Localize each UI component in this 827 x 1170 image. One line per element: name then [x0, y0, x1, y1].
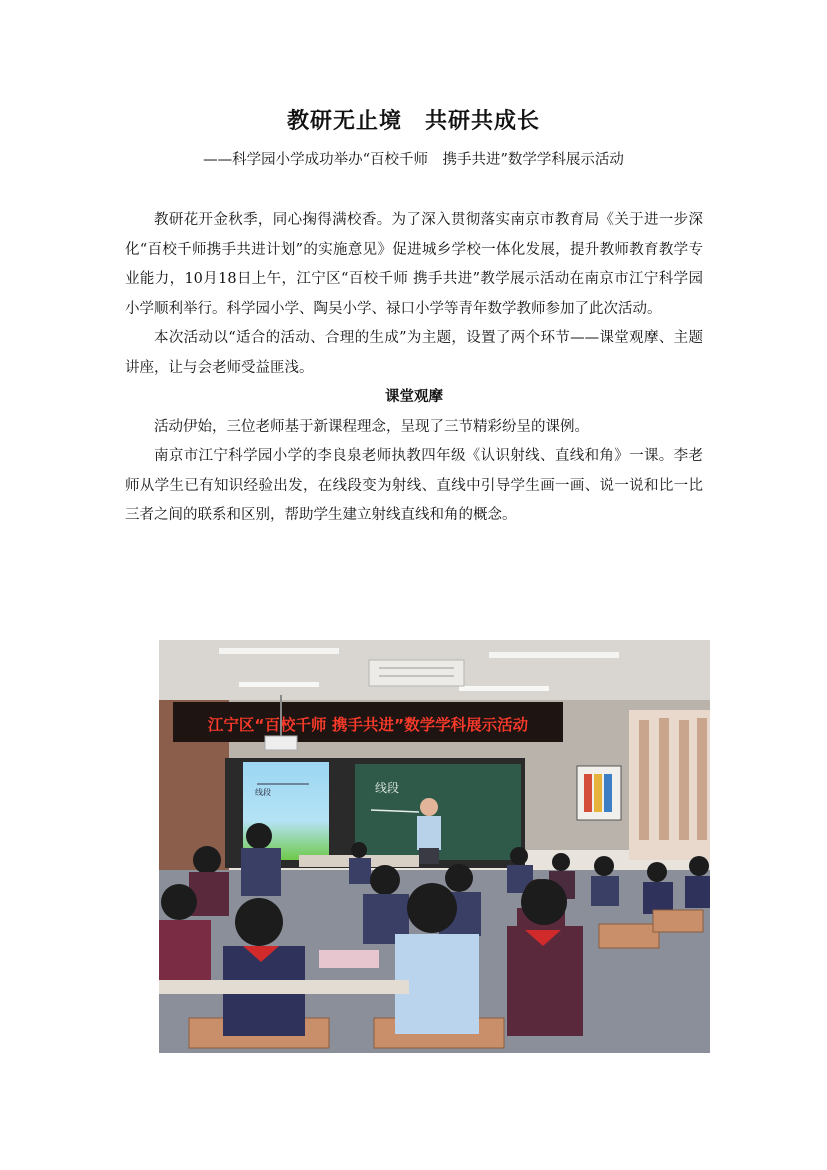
page-subtitle: ——科学园小学成功举办“百校千师 携手共进”数学学科展示活动: [203, 152, 624, 168]
page-title: 教研无止境 共研共成长: [286, 109, 540, 134]
paragraph-opening: 活动伊始，三位老师基于新课程理念，呈现了三节精彩纷呈的课例。: [154, 418, 589, 435]
paragraph-theme: 本次活动以“适合的活动、合理的生成”为主题，设置了两个环节——课堂观摩、主题讲座，让与会老师受益匪浅。: [125, 330, 703, 376]
section-heading: 课堂观摩: [385, 389, 443, 405]
article-body: [125, 206, 703, 531]
board-text: 线段: [375, 781, 400, 795]
classroom-photo: [159, 640, 710, 1053]
paragraph-lesson: 南京市江宁科学园小学的李良泉老师执教四年级《认识射线、直线和角》一课。李老师从学生已有知识经验出发，在线段变为射线、直线中引导学生画一画、说一说和比一比三者之间的联系和区别，帮助学生建立射线直线和角的概念。: [125, 448, 703, 523]
paragraph-intro: 教研花开金秋季，同心掬得满校香。为了深入贯彻落实南京市教育局《关于进一步深化“百校千师携手共进计划”的实施意见》促进城乡学校一体化发展，提升教师教育教学专业能力，10月18日上午，江宁区“百校千师 携手共进”教学展示活动在南京市江宁科学园小学顺利举行。科学园小学、陶吴小学、禄口小学等青年数学教师参加了此次活动。: [125, 212, 703, 317]
slide-text: 线段: [255, 788, 271, 797]
banner-text: 江宁区“百校千师 携手共进”数学学科展示活动: [207, 716, 529, 734]
